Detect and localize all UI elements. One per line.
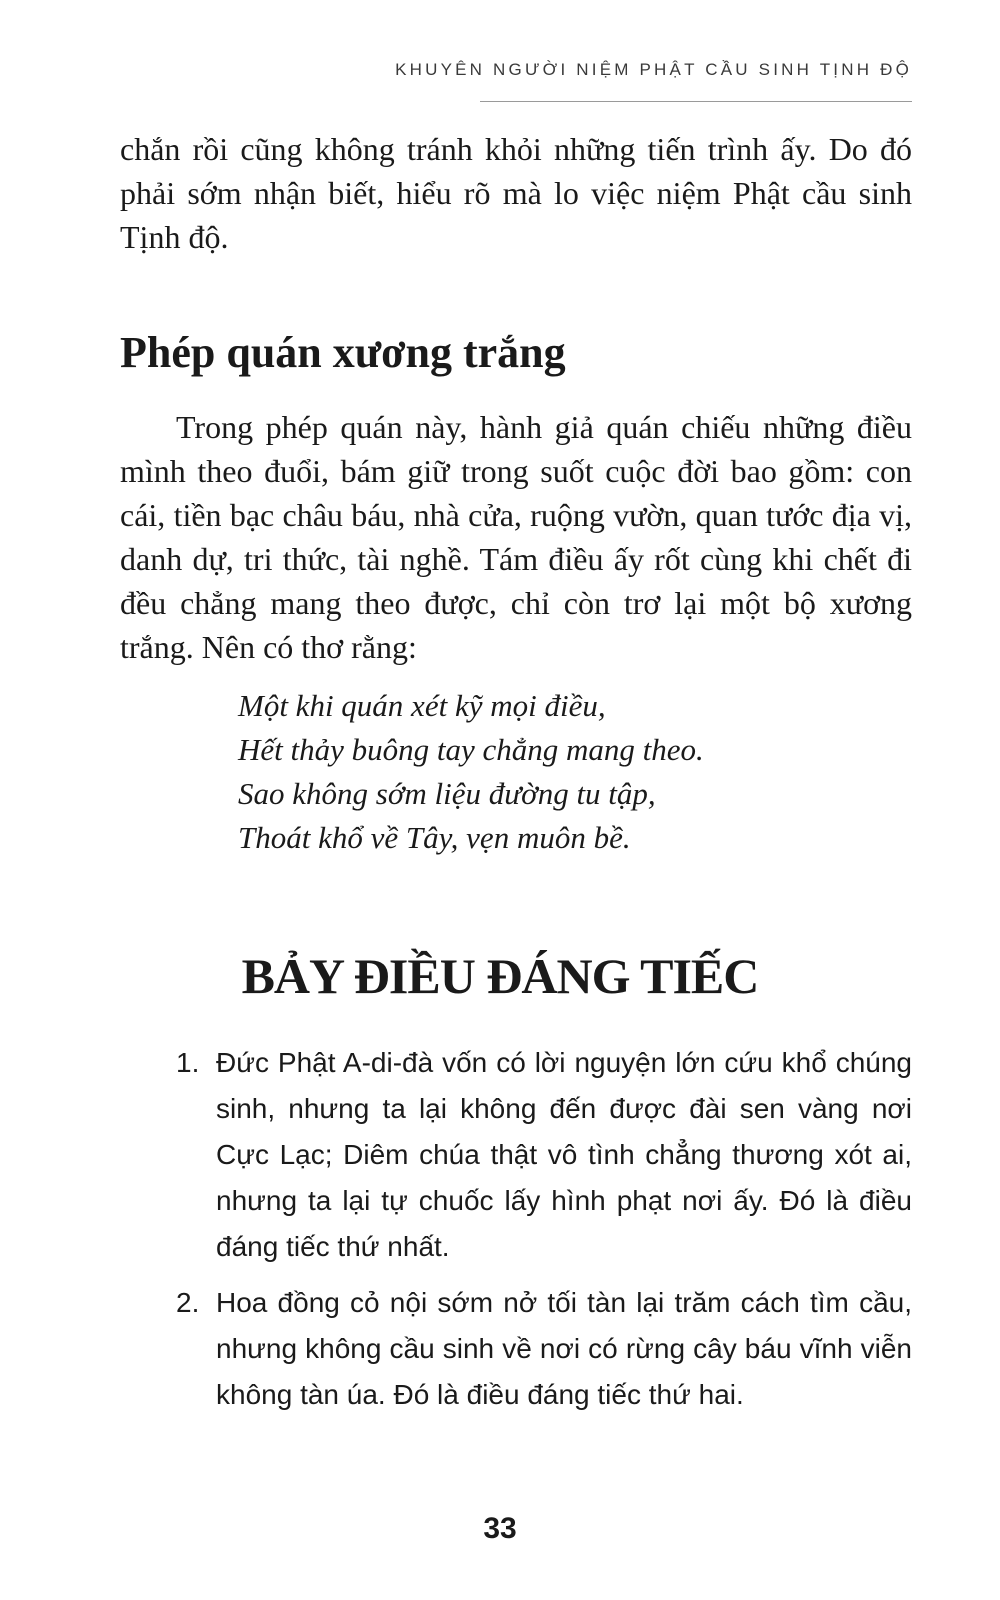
paragraph-body: Trong phép quán này, hành giả quán chiếu những điều mình theo đuổi, bám giữ trong suốt cuộc đời bao gồm: con cái, tiền bạc châu báu, nhà cửa, ruộng vườn, quan tước địa vị, danh dự, tri thức, tài nghề. Tám điều ấy rốt cùng khi chết đi đều chẳng mang theo được, chỉ còn trơ lại một bộ xương trắng. Nên có thơ rằng: xyxy=(120,409,912,665)
paragraph-continuation: chắn rồi cũng không tránh khỏi những tiến trình ấy. Do đó phải sớm nhận biết, hiểu rõ mà lo việc niệm Phật cầu sinh Tịnh độ. xyxy=(120,131,912,255)
header-rule xyxy=(480,101,912,102)
list-item-number: 2. xyxy=(176,1287,200,1318)
poem-line: Thoát khổ về Tây, vẹn muôn bề. xyxy=(238,820,631,855)
chapter-title: BẢY ĐIỀU ĐÁNG TIẾC xyxy=(241,948,759,1004)
poem-verse xyxy=(238,684,704,860)
poem-line: Hết thảy buông tay chẳng mang theo. xyxy=(238,732,704,767)
list-item-text: Đức Phật A-di-đà vốn có lời nguyện lớn cứu khổ chúng sinh, nhưng ta lại không đến được đài sen vàng nơi Cực Lạc; Diêm chúa thật vô tình chẳng thương xót ai, nhưng ta lại tự chuốc lấy hình phạt nơi ấy. Đó là điều đáng tiếc thứ nhất. xyxy=(216,1047,912,1262)
list-item-number: 1. xyxy=(176,1047,200,1078)
running-head: KHUYÊN NGƯỜI NIỆM PHẬT CẦU SINH TỊNH ĐỘ xyxy=(395,60,912,79)
page-number: 33 xyxy=(483,1512,517,1545)
poem-line: Một khi quán xét kỹ mọi điều, xyxy=(238,688,606,723)
list-item-text: Hoa đồng cỏ nội sớm nở tối tàn lại trăm cách tìm cầu, nhưng không cầu sinh về nơi có rừng cây báu vĩnh viễn không tàn úa. Đó là điều đáng tiếc thứ hai. xyxy=(216,1287,912,1410)
list-item xyxy=(176,1280,912,1418)
list-item xyxy=(176,1040,912,1270)
poem-line: Sao không sớm liệu đường tu tập, xyxy=(238,776,656,811)
section-heading: Phép quán xương trắng xyxy=(120,328,566,377)
numbered-list xyxy=(176,1040,912,1428)
